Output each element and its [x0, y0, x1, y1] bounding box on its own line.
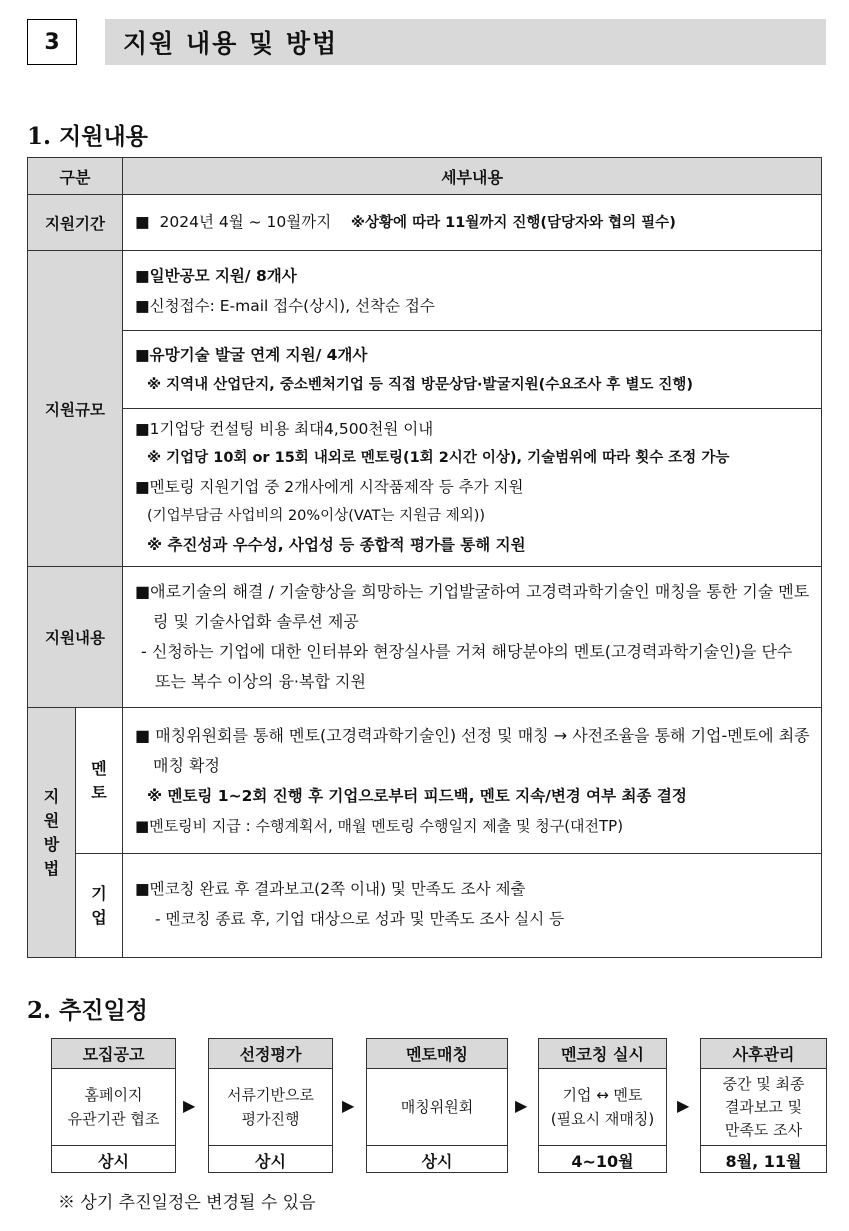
schedule-step-recruit	[51, 1038, 176, 1173]
scale-a1: 일반공모 지원/ 8개사	[149, 266, 297, 285]
label-method-char: 법	[43, 858, 60, 878]
arrow-right-icon: ▶	[183, 1096, 196, 1115]
step-time: 8월, 11월	[725, 1151, 802, 1171]
bullet-icon: ■	[135, 345, 150, 364]
step-body-line: 홈페이지	[84, 1086, 143, 1104]
bullet-icon: ■	[135, 880, 150, 898]
scale-c1: 1기업당 컨설팅 비용 최대4,500천원 이내	[149, 420, 434, 438]
header-details: 세부내용	[123, 158, 822, 195]
step-body	[701, 1069, 826, 1146]
scale-a2: 신청접수: E-mail 접수(상시), 선착순 접수	[149, 296, 435, 315]
label-method	[28, 708, 76, 958]
step-title: 모집공고	[52, 1039, 175, 1069]
label-scale: 지원규모	[28, 251, 123, 567]
scale-c-cell	[123, 409, 822, 567]
bullet-icon: ■	[135, 420, 150, 438]
schedule-step-coaching	[538, 1038, 667, 1173]
row-period	[28, 195, 822, 251]
step-time: 상시	[421, 1151, 453, 1171]
step-time: 4~10월	[571, 1151, 634, 1171]
mentor-m2: ※ 멘토링 1~2회 진행 후 기업으로부터 피드백, 멘토 지속/변경 여부 최종 결정	[147, 786, 687, 805]
support-table	[27, 157, 822, 958]
step-body-line: 평가진행	[241, 1110, 300, 1128]
row-scale-b	[28, 331, 822, 409]
scale-c5: ※ 추진성과 우수성, 사업성 등 종합적 평가를 통해 지원	[147, 536, 526, 554]
label-company	[76, 854, 123, 958]
row-method-company	[28, 854, 822, 958]
row-content	[28, 567, 822, 708]
section-title: 지원 내용 및 방법	[105, 19, 826, 65]
step-body-line: 만족도 조사	[724, 1120, 803, 1139]
company-e1: 멘코칭 완료 후 결과보고(2쪽 이내) 및 만족도 조사 제출	[149, 880, 526, 898]
company-cell	[123, 854, 822, 958]
label-company-char: 기	[91, 883, 107, 903]
arrow-right-icon: ▶	[515, 1096, 528, 1115]
step-body-line: 중간 및 최종	[722, 1074, 805, 1093]
row-method-mentor	[28, 708, 822, 854]
scale-a-cell	[123, 251, 822, 331]
mentor-m3: 멘토링비 지급 : 수행계획서, 매월 멘토링 수행일지 제출 및 청구(대전TP)	[149, 816, 624, 835]
step-title: 선정평가	[209, 1039, 332, 1069]
label-company-char: 업	[91, 907, 107, 927]
step-body-line: 유관기관 협조	[67, 1110, 160, 1128]
step-body-line: 매칭위원회	[400, 1098, 474, 1116]
header-category: 구분	[28, 158, 123, 195]
label-method-char: 지	[43, 786, 60, 806]
schedule-step-aftercare	[700, 1038, 827, 1173]
step-time: 상시	[98, 1151, 129, 1171]
schedule-step-evaluation	[208, 1038, 333, 1173]
period-cell	[123, 195, 822, 251]
bullet-icon: ■	[135, 266, 150, 285]
row-scale-c	[28, 409, 822, 567]
step-body-line: 서류기반으로	[227, 1086, 314, 1104]
step-title: 멘코칭 실시	[539, 1039, 666, 1069]
scale-b2: ※ 지역내 산업단지, 중소벤처기업 등 직접 방문상담·발굴지원(수요조사 후 별도 진행)	[147, 376, 694, 393]
subheading-schedule: 2. 추진일정	[27, 997, 148, 1024]
row-scale-a	[28, 251, 822, 331]
arrow-right-icon: ▶	[677, 1096, 690, 1115]
scale-c4: (기업부담금 사업비의 20%이상(VAT는 지원금 제외))	[147, 508, 486, 524]
schedule-step-matching	[366, 1038, 508, 1173]
bullet-icon: ■	[135, 582, 151, 601]
subheading-support-content: 1. 지원내용	[27, 123, 148, 150]
step-title: 사후관리	[701, 1039, 826, 1069]
label-mentor-char: 멘	[91, 758, 107, 778]
step-body-line: (필요시 재매칭)	[550, 1110, 655, 1128]
bullet-icon: ■	[135, 296, 150, 315]
step-body	[209, 1069, 332, 1146]
content-cell	[123, 567, 822, 708]
section-number: 3	[27, 19, 77, 65]
scale-c2: ※ 기업당 10회 or 15회 내외로 멘토링(1회 2시간 이상), 기술범위에 따라 횟수 조정 가능	[147, 450, 730, 466]
content-l1: 애로기술의 해결 / 기술향상을 희망하는 기업발굴하여 고경력과학기술인 매칭을 통한 기술 멘토링 및 기술사업화 솔루션 제공	[150, 582, 810, 631]
label-method-char: 방	[43, 834, 60, 854]
scale-b1: 유망기술 발굴 연계 지원/ 4개사	[149, 345, 368, 364]
company-e2: - 멘코칭 종료 후, 기업 대상으로 성과 및 만족도 조사 실시 등	[155, 910, 565, 928]
scale-b-cell	[123, 331, 822, 409]
step-body	[539, 1069, 666, 1146]
label-method-char: 원	[43, 810, 60, 830]
bullet-icon: ■	[135, 478, 150, 496]
label-mentor-char: 토	[91, 782, 107, 802]
arrow-right-icon: ▶	[342, 1096, 355, 1115]
period-note: ※상황에 따라 11월까지 진행(담당자와 협의 필수)	[350, 215, 676, 231]
step-body-line: 기업 ↔ 멘토	[562, 1086, 643, 1104]
bullet-icon: ■	[135, 816, 150, 835]
step-body-line: 결과보고 및	[724, 1097, 803, 1116]
schedule-note: ※ 상기 추진일정은 변경될 수 있음	[58, 1193, 316, 1213]
scale-c3: 멘토링 지원기업 중 2개사에게 시작품제작 등 추가 지원	[149, 478, 524, 496]
step-body	[367, 1069, 507, 1146]
step-time: 상시	[255, 1151, 286, 1171]
bullet-icon: ■	[135, 725, 151, 745]
bullet-icon: ■	[135, 213, 150, 231]
label-content: 지원내용	[28, 567, 123, 708]
label-period: 지원기간	[28, 195, 123, 251]
label-mentor	[76, 708, 123, 854]
table-header-row	[28, 158, 822, 195]
step-title: 멘토매칭	[367, 1039, 507, 1069]
mentor-m1: 매칭위원회를 통해 멘토(고경력과학기술인) 선정 및 매칭 → 사전조율을 통해 기업-멘토에 최종 매칭 확정	[153, 725, 810, 775]
mentor-cell	[123, 708, 822, 854]
period-text: 2024년 4월 ~ 10월까지	[159, 213, 332, 231]
step-body	[52, 1069, 175, 1146]
content-l2: - 신청하는 기업에 대한 인터뷰와 현장실사를 거쳐 해당분야의 멘토(고경력과학기술인)을 단수 또는 복수 이상의 융·복합 지원	[141, 642, 793, 691]
